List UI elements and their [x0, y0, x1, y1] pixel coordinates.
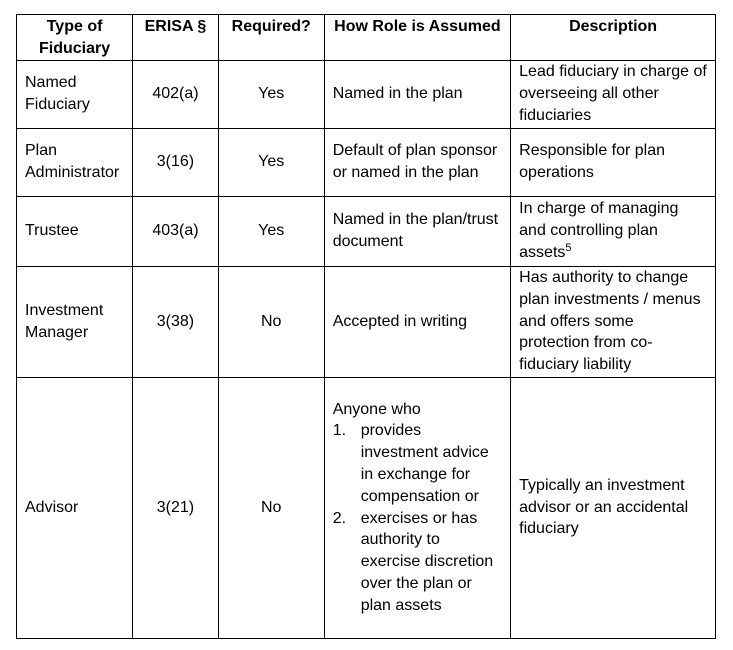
table-row: [17, 196, 716, 266]
table-header-row: [17, 15, 716, 61]
cell-how-role-is-assumed: Default of plan sponsor or named in the plan: [324, 128, 510, 196]
list-item-number: 2.: [332, 509, 347, 527]
header-required: Required?: [218, 15, 324, 61]
cell-how-role-is-assumed: Named in the plan: [324, 60, 510, 128]
cell-required: No: [218, 266, 324, 377]
cell-description: Typically an investment advisor or an accidental fiduciary: [511, 377, 716, 638]
table-row: [17, 266, 716, 377]
fiduciary-table: [16, 14, 716, 639]
header-type-of-fiduciary: Type of Fiduciary: [17, 15, 133, 61]
list-item-number: 1.: [332, 422, 347, 440]
cell-how-role-is-assumed: Accepted in writing: [324, 266, 510, 377]
cell-how-role-is-assumed: Named in the plan/trust document: [324, 196, 510, 266]
table-row: [17, 377, 716, 638]
cell-description: [511, 196, 716, 266]
table-row: [17, 60, 716, 128]
cell-required: No: [218, 377, 324, 638]
how-intro-text: Anyone who: [332, 400, 421, 418]
cell-erisa-section: 3(16): [133, 128, 219, 196]
cell-erisa-section: 403(a): [133, 196, 219, 266]
cell-erisa-section: 3(21): [133, 377, 219, 638]
cell-type: Plan Administrator: [17, 128, 133, 196]
cell-erisa-section: 3(38): [133, 266, 219, 377]
description-text: In charge of managing and controlling plan assets: [519, 200, 679, 261]
cell-erisa-section: 402(a): [133, 60, 219, 128]
cell-type: Investment Manager: [17, 266, 133, 377]
list-item-text: provides investment advice in exchange for compensation or: [360, 422, 489, 505]
cell-description: Has authority to change plan investments / menus and offers some protection from co-fiduciary liability: [511, 266, 716, 377]
list-item-text: exercises or has authority to exercise discretion over the plan or plan assets: [360, 509, 494, 614]
header-erisa-section: ERISA §: [133, 15, 219, 61]
list-item: [333, 508, 502, 617]
list-item: [333, 420, 502, 507]
cell-description: Lead fiduciary in charge of overseeing all other fiduciaries: [511, 60, 716, 128]
cell-type: Named Fiduciary: [17, 60, 133, 128]
cell-required: Yes: [218, 60, 324, 128]
cell-type: Advisor: [17, 377, 133, 638]
table-row: [17, 128, 716, 196]
header-description: Description: [511, 15, 716, 61]
cell-how-role-is-assumed: [324, 377, 510, 638]
how-numbered-list: [333, 420, 502, 616]
footnote-marker: 5: [565, 241, 572, 254]
cell-required: Yes: [218, 128, 324, 196]
cell-type: Trustee: [17, 196, 133, 266]
cell-required: Yes: [218, 196, 324, 266]
header-how-role-is-assumed: How Role is Assumed: [324, 15, 510, 61]
cell-description: Responsible for plan operations: [511, 128, 716, 196]
